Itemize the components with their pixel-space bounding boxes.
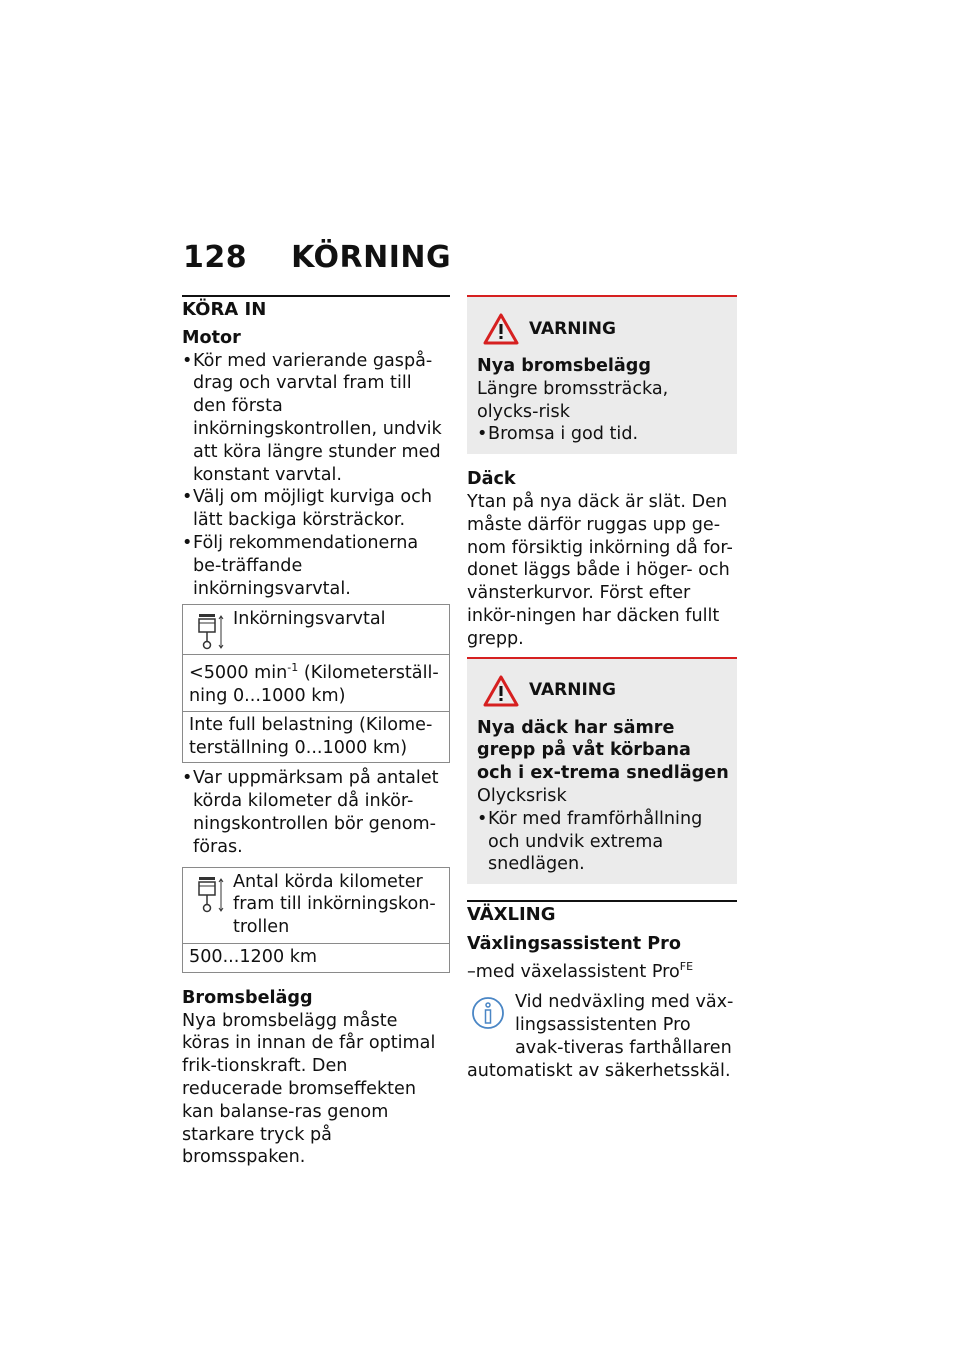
engine-piston-icon: [189, 871, 225, 915]
list-item: • Var uppmärksam på antalet körda kilometer då inkör-ningskontrollen bör genom-föras.: [182, 767, 450, 858]
list-item: • Kör med varierande gaspå-drag och varvtal fram till den första inkörningskontrollen, undvik att köra längre stunder med konstant varvtal.: [182, 350, 450, 487]
warning-header: [477, 313, 729, 345]
spec-value-note: (Kilometerställ-ning 0...1000 km): [189, 663, 439, 707]
section-title-vaxling: VÄXLING: [467, 904, 556, 926]
brakes-paragraph: Nya bromsbelägg måste köras in innan de får optimal frik-tionskraft. Den reducerade bromseffekten kan balanse-ras genom starkare tryck på bromsspaken.: [182, 1010, 436, 1168]
list-item: • Välj om möjligt kurviga och lätt backiga körsträckor.: [182, 486, 450, 532]
spec-row: Inte full belastning (Kilome-terställning 0...1000 km): [189, 714, 433, 758]
subsection-title-tires: Däck: [467, 469, 516, 490]
shift-subtitle: [467, 956, 737, 984]
left-column: [182, 295, 450, 1169]
spec-header-label: Antal körda kilometer fram till inkörningskon-trollen: [233, 871, 436, 938]
info-note: [467, 991, 737, 1082]
warning-consequence: Olycksrisk: [477, 785, 567, 806]
spec-table-break-in-distance: [182, 867, 450, 973]
shift-subtitle-superscript: FE: [679, 959, 694, 973]
page-number: 128: [183, 240, 248, 275]
spec-value: <5000 min: [189, 663, 288, 684]
warning-title: Nya däck har sämre grepp på våt körbana och i ex-trema snedlägen: [477, 717, 729, 784]
info-icon: [471, 993, 505, 1033]
break-in-bullet-list: [182, 767, 450, 858]
motor-bullet-list: [182, 350, 450, 601]
spec-row: 500...1200 km: [189, 946, 318, 967]
page-header: [183, 240, 451, 275]
section-rule: [467, 900, 737, 902]
list-item: • Kör med framförhållning och undvik extrema snedlägen.: [477, 808, 729, 876]
right-column: [467, 295, 737, 1083]
section-title-kora-in: KÖRA IN: [182, 299, 267, 320]
warning-label: VARNING: [529, 680, 616, 701]
warning-title: Nya bromsbelägg: [477, 356, 651, 376]
subsection-title-brakes: Bromsbelägg: [182, 987, 313, 1008]
chapter-title: KÖRNING: [291, 240, 452, 275]
warning-action-list: [477, 808, 729, 876]
engine-piston-icon: [189, 608, 225, 652]
warning-header: [477, 675, 729, 707]
warning-action-list: [477, 423, 729, 446]
spec-row: [183, 655, 449, 711]
subsection-title-motor: Motor: [182, 327, 241, 348]
spec-value-superscript: -1: [287, 661, 299, 675]
spec-table-header: [183, 868, 449, 944]
warning-consequence: Längre bromssträcka, olycks-risk: [477, 378, 669, 422]
warning-box-brakes: [467, 295, 737, 454]
list-item: • Bromsa i god tid.: [477, 423, 729, 446]
warning-box-tires: [467, 657, 737, 885]
list-item: • Följ rekommendationerna be-träffande inkörningsvarvtal.: [182, 532, 450, 600]
section-rule: [182, 295, 450, 297]
info-text: Vid nedväxling med väx-lingsassistenten Pro avak-tiveras farthållaren automatiskt av säkerhetsskäl.: [467, 992, 734, 1081]
shift-subtitle-text: –med växelassistent Pro: [467, 961, 680, 982]
warning-triangle-icon: [483, 675, 519, 707]
tires-paragraph: Ytan på nya däck är slät. Den måste därför ruggas upp ge-nom försiktig inkörning då for-donet läggs både i höger- och vänsterkurvor. Först efter inkör-ningen har däcken fullt grepp.: [467, 491, 733, 649]
warning-label: VARNING: [529, 318, 616, 339]
spec-header-label: Inkörningsvarvtal: [233, 609, 386, 630]
subsection-title-shift-assistant: Växlingsassistent Pro: [467, 933, 681, 954]
spec-table-break-in-rpm: [182, 604, 450, 763]
spec-table-header: [183, 605, 449, 655]
warning-triangle-icon: [483, 313, 519, 345]
